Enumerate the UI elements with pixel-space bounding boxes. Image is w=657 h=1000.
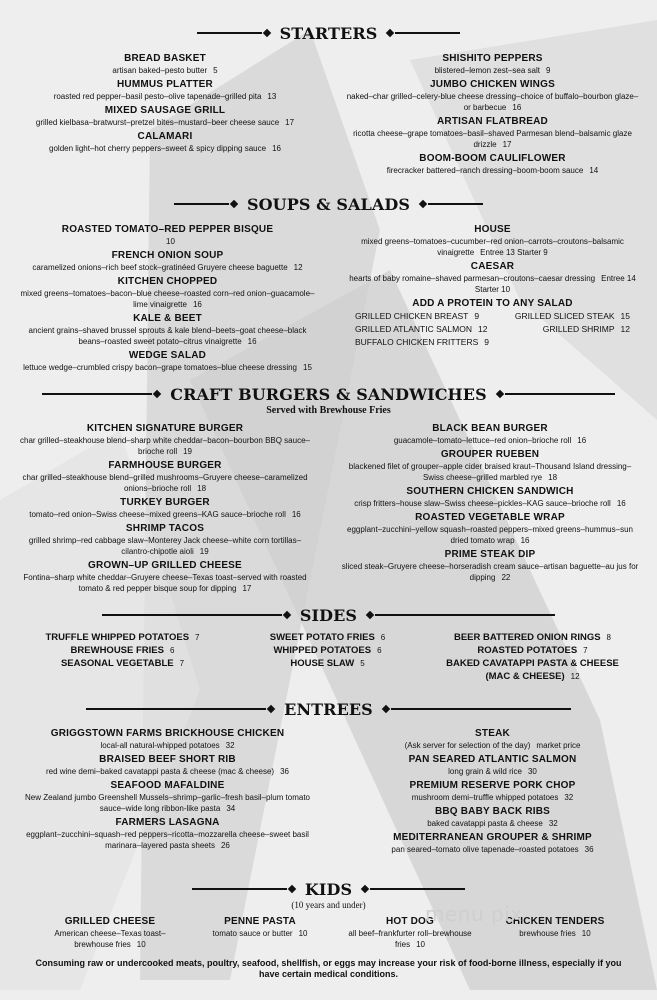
menupix-watermark: menu pix [425, 902, 523, 926]
item-description [15, 740, 320, 751]
item-description-text: char grilled–steakhouse blend–sharp white cheddar–bacon–bourbon BBQ sauce–brioche roll [20, 436, 310, 456]
protein-name: BUFFALO CHICKEN FRITTERS [355, 337, 479, 347]
item-name: FARMERS LASAGNA [115, 817, 220, 828]
section-title: CRAFT BURGERS & SANDWICHES [170, 384, 487, 404]
item-description-text: tomato sauce or butter [212, 929, 293, 938]
item-description [340, 498, 640, 509]
burgers-header [0, 384, 657, 404]
item-description-text: all beef–frankfurter roll–brewhouse fries [348, 929, 472, 949]
item-price: 12 [293, 263, 303, 272]
item-price: 17 [242, 584, 252, 593]
item-description-text: crisp fritters–house slaw–Swiss cheese–pickles–KAG sauce–brioche roll [354, 499, 611, 508]
item-description [485, 928, 625, 939]
item-price: 36 [280, 767, 290, 776]
item-description-text: eggplant–zucchini–squash–red peppers–ricotta–mozzarella cheese–sweet basil marinara–layered pasta sheets [26, 830, 309, 850]
left-ornament [42, 391, 162, 397]
item-description [345, 91, 640, 113]
protein-name: GRILLED SLICED STEAK [514, 311, 615, 321]
item-price: 10 [136, 940, 146, 949]
item-description [35, 928, 185, 950]
item-price: 18 [197, 484, 207, 493]
menu-item [345, 52, 640, 76]
food-safety-notice: Consuming raw or undercooked meats, poultry, seafood, shellfish, or eggs may increase your risk of food-borne illness, especially if you have certain medical conditions. [35, 958, 622, 979]
kids-column [35, 915, 185, 952]
item-name: MEDITERRANEAN GROUPER & SHRIMP [393, 832, 592, 843]
item-price: market price [536, 741, 581, 750]
side-price: 6 [377, 646, 382, 655]
menu-item [20, 522, 310, 557]
item-name: HOUSE [474, 224, 511, 235]
side-price: 5 [360, 659, 365, 668]
item-name: PREMIUM RESERVE PORK CHOP [409, 780, 576, 791]
right-ornament [360, 886, 465, 892]
item-name: SOUTHERN CHICKEN SANDWICH [406, 486, 574, 497]
item-name: BOOM-BOOM CAULIFLOWER [419, 153, 566, 164]
side-name: WHIPPED POTATOES [273, 645, 372, 656]
side-price: 7 [179, 659, 185, 668]
kids-list [35, 915, 625, 952]
sides-header [0, 605, 657, 625]
item-name: BLACK BEAN BURGER [432, 423, 548, 434]
item-description-text: char grilled–steakhouse blend–grilled mushrooms–Gruyere cheese–caramelized onions–brioche roll [22, 473, 308, 493]
item-description [20, 117, 310, 128]
section-title: SOUPS & SALADS [246, 194, 411, 214]
item-price: Entree 14 Starter 10 [474, 274, 636, 294]
burgers-left-column [20, 422, 310, 596]
soups-left-column [15, 223, 320, 375]
menu-item [340, 422, 640, 446]
item-description [340, 435, 640, 446]
starters-left-column [20, 52, 310, 156]
item-name: PAN SEARED ATLANTIC SALMON [408, 754, 577, 765]
menu-item [15, 223, 320, 247]
side-price: 8 [606, 633, 611, 642]
item-description [15, 262, 320, 273]
item-description-text: artisan baked–pesto butter [112, 66, 208, 75]
left-ornament [174, 201, 239, 207]
item-description [20, 535, 310, 557]
item-name: TURKEY BURGER [120, 497, 210, 508]
item-description [15, 766, 320, 777]
item-name: JUMBO CHICKEN WINGS [430, 79, 555, 90]
side-name: SWEET POTATO FRIES [269, 632, 375, 643]
menu-item [15, 753, 320, 777]
item-description-text: tomato–red onion–Swiss cheese–mixed greens–KAG sauce–brioche roll [29, 510, 286, 519]
item-description-text: (Ask server for selection of the day) [404, 741, 531, 750]
item-description-text: local-all natural-whipped potatoes [100, 741, 220, 750]
menu-item [345, 152, 640, 176]
item-price: 10 [416, 940, 426, 949]
protein-option [355, 323, 487, 336]
item-description [345, 792, 640, 803]
item-name: MIXED SAUSAGE GRILL [104, 105, 226, 116]
side-name: BAKED CAVATAPPI PASTA & CHEESE [446, 658, 619, 669]
starters-header [0, 23, 657, 43]
section-title: KIDS [304, 879, 353, 899]
item-description-text: roasted red pepper–basil pesto–olive tapenade–grilled pita [53, 92, 262, 101]
kids-column [185, 915, 335, 952]
item-description-text: golden light–hot cherry peppers–sweet & spicy dipping sauce [49, 144, 267, 153]
left-ornament [86, 706, 276, 712]
menu-item [345, 727, 640, 751]
item-description [185, 928, 335, 939]
item-description [345, 818, 640, 829]
side-item [20, 644, 225, 657]
item-description-text: firecracker battered–ranch dressing–boom-boom sauce [386, 166, 584, 175]
item-description-text: ricotta cheese–grape tomatoes–basil–shaved Parmesan blend–balsamic glaze drizzle [353, 129, 632, 149]
menu-item [185, 915, 335, 939]
item-name: GROWN–UP GRILLED CHEESE [88, 560, 242, 571]
item-description [20, 472, 310, 494]
item-description-text: grilled shrimp–red cabbage slaw–Monterey Jack cheese–white corn tortillas–cilantro-chipotle aioli [28, 536, 302, 556]
item-description [15, 829, 320, 851]
item-name: ROASTED VEGETABLE WRAP [415, 512, 565, 523]
menu-item [340, 511, 640, 546]
protein-addon [345, 297, 640, 349]
side-item [430, 670, 635, 683]
side-price: 7 [195, 633, 200, 642]
protein-price: 12 [477, 324, 488, 334]
item-price: 16 [616, 499, 626, 508]
item-name: HOT DOG [385, 916, 435, 927]
item-description [20, 509, 310, 520]
item-description [15, 792, 320, 814]
item-name: GROUPER RUEBEN [440, 449, 540, 460]
item-description-text: lettuce wedge–crumbled crispy bacon–grape tomatoes–blue cheese dressing [23, 363, 298, 372]
menu-item [20, 496, 310, 520]
protein-name: GRILLED CHICKEN BREAST [355, 311, 469, 321]
item-name: KALE & BEET [133, 313, 202, 324]
item-description-text: red wine demi–baked cavatappi pasta & cheese (mac & cheese) [45, 767, 275, 776]
soups-right-column [345, 223, 640, 349]
side-name: BREWHOUSE FRIES [70, 645, 164, 656]
item-description-text: long grain & wild rice [448, 767, 522, 776]
item-description [345, 128, 640, 150]
item-name: CALAMARI [137, 131, 193, 142]
menu-item [20, 78, 310, 102]
menu-item [20, 104, 310, 128]
item-description-text: Fontina–sharp white cheddar–Gruyere cheese–Texas toast–served with roasted tomato & red pepper bisque soup for dipping [23, 573, 307, 593]
side-price: 6 [380, 633, 386, 642]
side-name: (MAC & CHEESE) [485, 671, 565, 682]
item-price: 13 [267, 92, 277, 101]
menu-item [345, 223, 640, 258]
item-description [20, 91, 310, 102]
menu-item [15, 816, 320, 851]
side-item [430, 657, 635, 670]
item-price: 30 [527, 767, 537, 776]
item-description-text: mushroom demi–truffle whipped potatoes [411, 793, 559, 802]
item-price: 17 [285, 118, 295, 127]
menu-item [340, 448, 640, 483]
item-description-text: naked–char grilled–celery-blue cheese dressing–choice of buffalo–bourbon glaze–or barbecue [346, 92, 639, 112]
menu-item [345, 753, 640, 777]
item-price: 16 [577, 436, 587, 445]
item-description [20, 143, 310, 154]
item-price: 16 [192, 300, 202, 309]
side-price: 12 [570, 672, 580, 681]
side-item [225, 657, 430, 670]
menu-item [20, 459, 310, 494]
item-description [15, 236, 320, 247]
item-description [15, 288, 320, 310]
item-description [345, 65, 640, 76]
item-name: GRILLED CHEESE [64, 916, 156, 927]
item-price: 9 [545, 66, 551, 75]
protein-price: 12 [620, 324, 630, 334]
left-ornament [197, 30, 272, 36]
menu-item [20, 130, 310, 154]
item-price: 14 [589, 166, 599, 175]
right-ornament [385, 30, 460, 36]
menu-item [15, 275, 320, 310]
protein-price: 9 [474, 311, 480, 321]
right-ornament [418, 201, 483, 207]
menu-item [345, 115, 640, 150]
protein-price: 15 [620, 311, 630, 321]
item-name: BBQ BABY BACK RIBS [434, 806, 551, 817]
item-description-text: ancient grains–shaved brussel sprouts & kale blend–beets–goat cheese–black beans–roasted sweet potato–citrus vinaigrette [28, 326, 307, 346]
right-ornament [365, 612, 555, 618]
burgers-subtitle: Served with Brewhouse Fries [266, 405, 391, 416]
item-price: 34 [226, 804, 236, 813]
item-name: SHRIMP TACOS [125, 523, 205, 534]
item-description [345, 273, 640, 295]
menu-item [15, 249, 320, 273]
item-description [340, 461, 640, 483]
protein-row [345, 336, 640, 349]
item-price: 32 [548, 819, 558, 828]
item-price: 36 [584, 845, 594, 854]
item-name: ARTISAN FLATBREAD [437, 116, 548, 127]
right-ornament [381, 706, 571, 712]
side-item [430, 644, 635, 657]
item-description-text: pan seared–tomato olive tapenade–roasted potatoes [391, 845, 579, 854]
entrees-header [0, 699, 657, 719]
menu-item [15, 727, 320, 751]
item-description-text: eggplant–zucchini–yellow squash–roasted peppers–mixed greens–hummus–sun dried tomato wrap [347, 525, 633, 545]
side-name: HOUSE SLAW [290, 658, 355, 669]
item-name: CHICKEN TENDERS [505, 916, 605, 927]
item-name: FRENCH ONION SOUP [111, 250, 224, 261]
item-price: 5 [213, 66, 218, 75]
starters-right-column [345, 52, 640, 178]
item-description-text: blackened filet of grouper–apple cider braised kraut–Thousand Island dressing–Swiss cheese–grilled marbled rye [348, 462, 632, 482]
side-name: SEASONAL VEGETABLE [60, 658, 174, 669]
sides-column [430, 631, 635, 683]
menu-item [345, 831, 640, 855]
item-price: Entree 13 Starter 9 [480, 248, 548, 257]
item-description [345, 165, 640, 176]
item-price: 26 [220, 841, 230, 850]
item-description-text: American cheese–Texas toast–brewhouse fries [54, 929, 166, 949]
item-price: 19 [183, 447, 193, 456]
item-price: 19 [199, 547, 209, 556]
item-description-text: mixed greens–tomatoes–bacon–blue cheese–roasted corn–red onion–guacamole–lime vinaigrette [20, 289, 315, 309]
burgers-right-column [340, 422, 640, 585]
item-description [345, 236, 640, 258]
sides-column [225, 631, 430, 683]
menu-item [15, 312, 320, 347]
item-price: 18 [548, 473, 558, 482]
item-name: HUMMUS PLATTER [117, 79, 213, 90]
item-price: 16 [512, 103, 522, 112]
soups-right-list [345, 223, 640, 295]
item-price: 15 [303, 363, 312, 372]
sides-list [20, 631, 635, 683]
item-name: GRIGGSTOWN FARMS BRICKHOUSE CHICKEN [50, 728, 285, 739]
item-price: 32 [225, 741, 235, 750]
side-item [20, 631, 225, 644]
side-item [430, 631, 635, 644]
item-description [15, 362, 320, 373]
item-description-text: mixed greens–tomatoes–cucumber–red onion–carrots–croutons–balsamic vinaigrette [361, 237, 624, 257]
item-price: 16 [247, 337, 257, 346]
menu-item [345, 78, 640, 113]
menu-item [345, 260, 640, 295]
entrees-right-column [345, 727, 640, 857]
side-name: TRUFFLE WHIPPED POTATOES [45, 632, 190, 643]
menu-item [20, 52, 310, 76]
protein-addon-title: ADD A PROTEIN TO ANY SALAD [412, 298, 573, 309]
kids-subtitle: (10 years and under) [291, 900, 366, 910]
item-description [20, 572, 310, 594]
item-description [20, 65, 310, 76]
item-description-text: guacamole–tomato–lettuce–red onion–brioche roll [393, 436, 572, 445]
side-name: ROASTED POTATOES [477, 645, 578, 656]
sides-column [20, 631, 225, 683]
menu-item [340, 548, 640, 583]
kids-header [0, 879, 657, 899]
item-name: BRAISED BEEF SHORT RIB [99, 754, 236, 765]
item-description-text: brewhouse fries [519, 929, 576, 938]
menu-item [35, 915, 185, 950]
item-name: PENNE PASTA [224, 916, 296, 927]
protein-row [345, 310, 640, 323]
entrees-left-column [15, 727, 320, 853]
item-name: FARMHOUSE BURGER [108, 460, 222, 471]
protein-name: GRILLED ATLANTIC SALMON [355, 324, 472, 334]
section-title: STARTERS [279, 23, 378, 43]
item-description [20, 435, 310, 457]
menu-item [340, 485, 640, 509]
item-name: BREAD BASKET [124, 53, 206, 64]
item-price: 32 [564, 793, 574, 802]
item-description-text: caramelized onions–rich beef stock–gratinéed Gruyere cheese baguette [32, 263, 288, 272]
item-description-text: sliced steak–Gruyere cheese–horseradish cream sauce–artisan baguette–au jus for dipping [341, 562, 639, 582]
item-name: WEDGE SALAD [128, 350, 207, 361]
item-price: 16 [291, 510, 301, 519]
item-name: CAESAR [470, 261, 515, 272]
item-description-text: blistered–lemon zest–sea salt [434, 66, 540, 75]
menu-item [20, 422, 310, 457]
item-description [345, 766, 640, 777]
item-description [345, 740, 640, 751]
side-item [225, 631, 430, 644]
protein-row [345, 323, 640, 336]
side-item [225, 644, 430, 657]
item-name: STEAK [475, 728, 510, 739]
item-name: KITCHEN SIGNATURE BURGER [86, 423, 244, 434]
menu-item [345, 805, 640, 829]
item-price: 17 [502, 140, 512, 149]
item-description [345, 844, 640, 855]
section-title: ENTREES [284, 699, 373, 719]
protein-option [355, 310, 479, 323]
item-name: PRIME STEAK DIP [444, 549, 536, 560]
menu-item [15, 349, 320, 373]
item-description [340, 524, 640, 546]
menu-item [20, 559, 310, 594]
section-title: SIDES [299, 605, 358, 625]
protein-option [543, 323, 630, 336]
menu-item [15, 779, 320, 814]
left-ornament [102, 612, 292, 618]
side-name: BEER BATTERED ONION RINGS [453, 632, 601, 643]
item-description-text: baked cavatappi pasta & cheese [427, 819, 543, 828]
item-description [15, 325, 320, 347]
protein-price: 9 [484, 337, 489, 347]
left-ornament [192, 886, 297, 892]
right-ornament [495, 391, 615, 397]
item-description [335, 928, 485, 950]
item-name: KITCHEN CHOPPED [117, 276, 218, 287]
item-description-text: New Zealand jumbo Greenshell Mussels–shrimp–garlic–fresh basil–plum tomato sauce–wide long ribbon-like pasta [24, 793, 311, 813]
item-price: 10 [166, 237, 175, 246]
item-description-text: hearts of baby romaine–shaved parmesan–croutons–caesar dressing [349, 274, 596, 283]
protein-name: GRILLED SHRIMP [542, 324, 615, 334]
item-price: 16 [520, 536, 530, 545]
item-price: 10 [298, 929, 308, 938]
soups-salads-header [0, 194, 657, 214]
protein-addon-rows [345, 310, 640, 349]
side-price: 6 [169, 646, 175, 655]
item-price: 22 [501, 573, 511, 582]
item-name: ROASTED TOMATO–RED PEPPER BISQUE [61, 224, 274, 235]
item-name: SHISHITO PEPPERS [442, 53, 543, 64]
menu-item [345, 779, 640, 803]
item-name: SEAFOOD MAFALDINE [110, 780, 225, 791]
item-price: 10 [581, 929, 591, 938]
protein-option [355, 336, 489, 349]
item-price: 16 [272, 144, 281, 153]
item-description [340, 561, 640, 583]
side-item [20, 657, 225, 670]
item-description-text: grilled kielbasa–bratwurst–pretzel bites–mustard–beer cheese sauce [35, 118, 280, 127]
side-price: 7 [583, 646, 588, 655]
protein-option [515, 310, 630, 323]
